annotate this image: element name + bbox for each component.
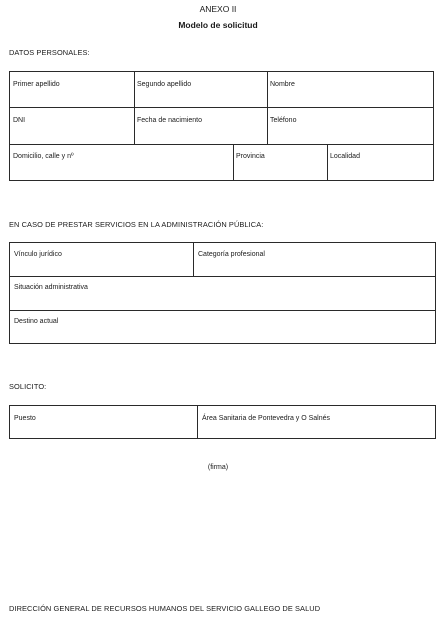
second-surname-field[interactable]: Segundo apellido [137,81,192,88]
province-field[interactable]: Provincia [236,153,265,160]
row-divider [10,107,433,108]
col-divider [197,406,198,438]
col-divider [327,144,328,180]
current-post-field[interactable]: Destino actual [14,318,59,325]
row-divider [10,276,435,277]
row-divider [10,144,433,145]
birth-date-field[interactable]: Fecha de nacimiento [137,117,202,124]
personal-data-heading: DATOS PERSONALES: [9,48,90,57]
first-surname-field[interactable]: Primer apellido [13,81,60,88]
request-heading: SOLICITO: [9,382,47,391]
col-divider [267,72,268,144]
position-field[interactable]: Puesto [14,415,36,422]
address-field[interactable]: Domicilio, calle y nº [13,153,74,160]
personal-data-table [9,71,434,181]
category-field[interactable]: Categoría profesional [198,251,265,258]
public-service-heading: EN CASO DE PRESTAR SERVICIOS EN LA ADMINISTRACIÓN PÚBLICA: [9,220,264,229]
form-title: Modelo de solicitud [178,20,258,30]
col-divider [134,72,135,144]
request-table [9,405,436,439]
dni-field[interactable]: DNI [13,117,26,124]
row-divider [10,310,435,311]
phone-field[interactable]: Teléfono [270,117,297,124]
admin-status-field[interactable]: Situación administrativa [14,284,88,291]
name-field[interactable]: Nombre [270,81,295,88]
annex-title: ANEXO II [199,4,237,14]
legal-link-field[interactable]: Vínculo jurídico [14,251,62,258]
signature-label: (firma) [207,464,229,471]
area-field[interactable]: Área Sanitaria de Pontevedra y O Salnés [202,415,331,422]
footer-addressee: DIRECCIÓN GENERAL DE RECURSOS HUMANOS DEL SERVICIO GALLEGO DE SALUD [9,604,321,613]
col-divider [233,144,234,180]
col-divider [193,243,194,276]
public-service-table [9,242,436,344]
locality-field[interactable]: Localidad [330,153,360,160]
